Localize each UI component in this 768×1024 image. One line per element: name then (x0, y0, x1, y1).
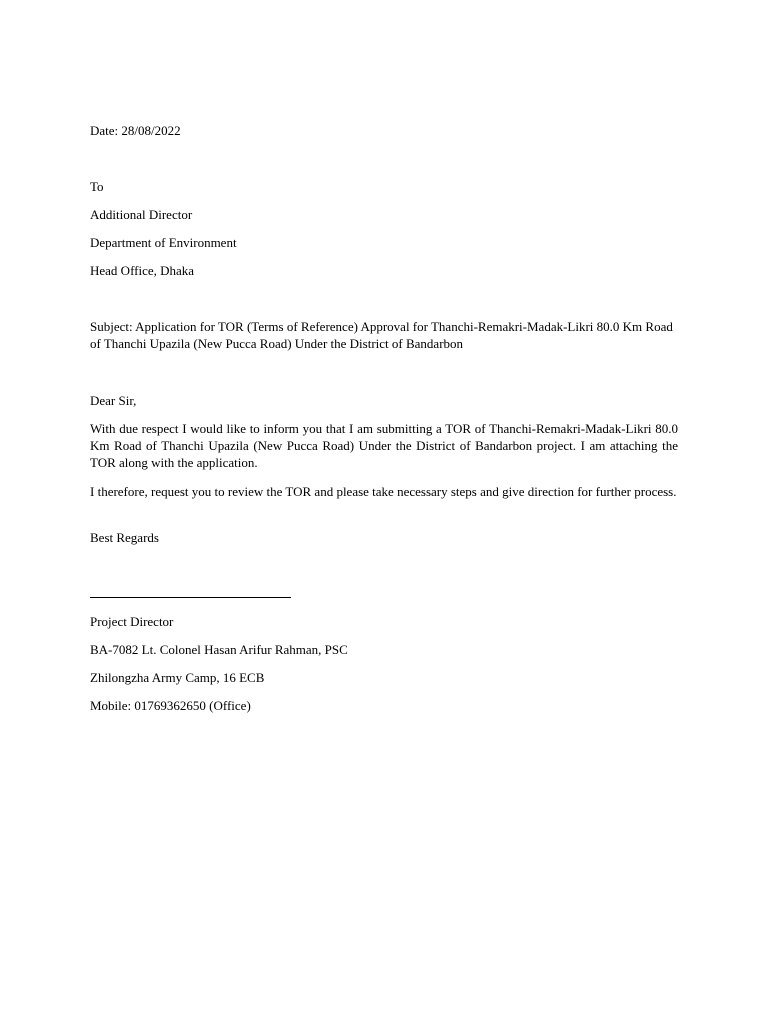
signature-name: BA-7082 Lt. Colonel Hasan Arifur Rahman, PSC (90, 642, 348, 657)
salutation: Dear Sir, (90, 393, 137, 408)
recipient-to: To (90, 179, 104, 194)
body-paragraph-2: I therefore, request you to review the TOR and please take necessary steps and give direction for further process. (90, 484, 677, 499)
signature-role: Project Director (90, 614, 174, 629)
body-paragraph-1: With due respect I would like to inform you that I am submitting a TOR of Thanchi-Remakri-Madak-Likri 80.0 Km Road of Thanchi Upazila (New Pucca Road) Under the District of Bandarbon project. I am attaching the TOR along with the application. (90, 421, 678, 470)
signature-location: Zhilongzha Army Camp, 16 ECB (90, 670, 265, 685)
closing: Best Regards (90, 530, 159, 545)
letter-date: Date: 28/08/2022 (90, 123, 181, 138)
letter-subject: Subject: Application for TOR (Terms of Reference) Approval for Thanchi-Remakri-Madak-Likri 80.0 Km Road of Thanchi Upazila (New Pucca Road) Under the District of Bandarbon (90, 319, 673, 351)
recipient-title: Additional Director (90, 207, 193, 222)
signature-line (90, 597, 291, 598)
recipient-department: Department of Environment (90, 235, 237, 250)
recipient-office: Head Office, Dhaka (90, 263, 195, 278)
signature-mobile: Mobile: 01769362650 (Office) (90, 698, 251, 713)
